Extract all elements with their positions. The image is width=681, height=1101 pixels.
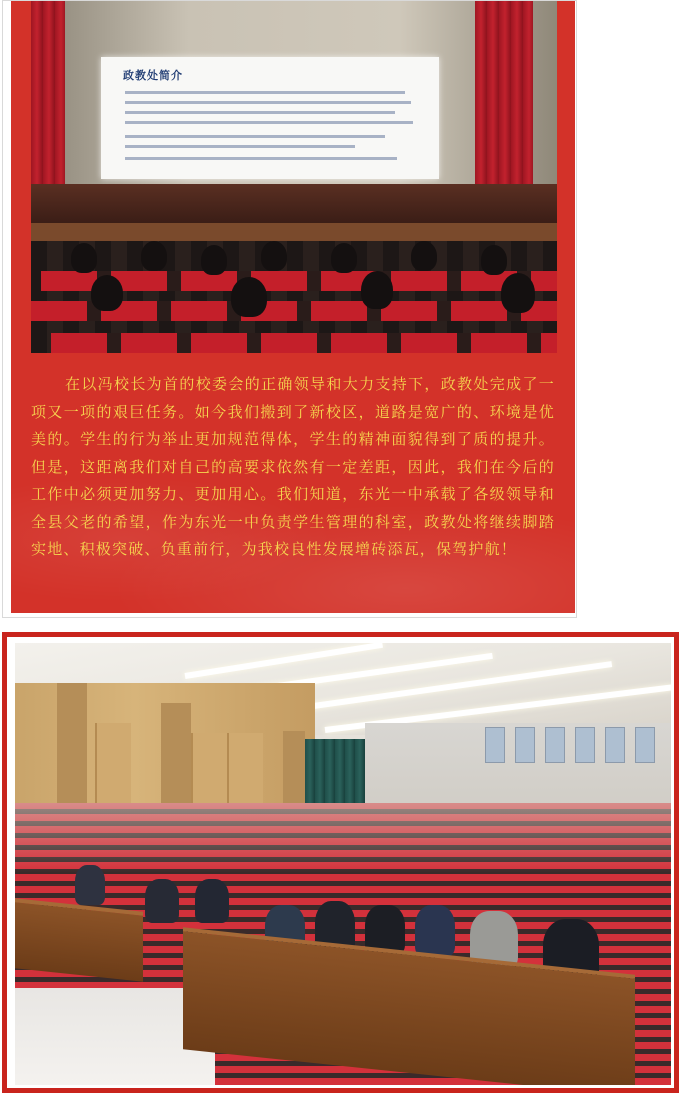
audience-haze <box>15 803 671 873</box>
audience-head <box>91 275 123 311</box>
wall-window <box>635 727 655 763</box>
front-desk-left <box>15 902 143 981</box>
screen-text-line <box>125 111 395 114</box>
audience-head <box>361 271 393 309</box>
screen-text-line <box>125 157 397 160</box>
seated-person <box>145 879 179 923</box>
stage-curtain-left <box>31 1 65 189</box>
audience-head <box>261 241 287 271</box>
projection-screen <box>101 57 439 179</box>
seated-person <box>415 905 455 957</box>
podium-table <box>31 184 557 224</box>
stage-curtain-right <box>475 1 533 189</box>
seated-person <box>365 905 405 955</box>
audience-head <box>481 245 507 275</box>
intro-paragraph: 在以冯校长为首的校委会的正确领导和大力支持下，政教处完成了一项又一项的艰巨任务。如今我们搬到了新校区，道路是宽广的、环境是优美的。学生的行为举止更加规范得体，学生的精神面貌得到了质的提升。但是，这距离我们对自己的高要求依然有一定差距，因此，我们在今后的工作中必须更加努力、更加用心。我们知道，东光一中承载了各级领导和全县父老的希望，作为东光一中负责学生管理的科室，政教处将继续脚踏实地、积极突破、负重前行，为我校良性发展增砖添瓦，保驾护航！ <box>31 375 555 558</box>
meeting-hall-photo <box>15 643 671 1085</box>
screen-text-line <box>125 121 413 124</box>
wall-window <box>575 727 595 763</box>
screen-text-line <box>125 135 385 138</box>
bottom-panel <box>2 632 679 1093</box>
screen-title: 政教处简介 <box>123 69 183 82</box>
top-panel <box>2 0 577 618</box>
audience-head <box>231 277 267 317</box>
wall-window <box>605 727 625 763</box>
stage-front <box>31 223 557 243</box>
wall-window <box>485 727 505 763</box>
audience-seats <box>31 241 557 353</box>
seated-person <box>75 865 105 905</box>
screen-text-line <box>125 91 405 94</box>
wall-window <box>545 727 565 763</box>
seated-person <box>470 911 518 969</box>
lecture-hall-photo <box>31 1 557 353</box>
audience-head <box>331 243 357 273</box>
audience-head <box>201 245 227 275</box>
audience-head <box>411 241 437 271</box>
screen-text-line <box>125 145 355 148</box>
screen-text-line <box>125 101 411 104</box>
audience-head <box>141 241 167 271</box>
audience-head <box>501 273 535 313</box>
audience-head <box>71 243 97 273</box>
seat-row <box>51 333 557 353</box>
seated-person <box>195 879 229 923</box>
wall-window <box>515 727 535 763</box>
